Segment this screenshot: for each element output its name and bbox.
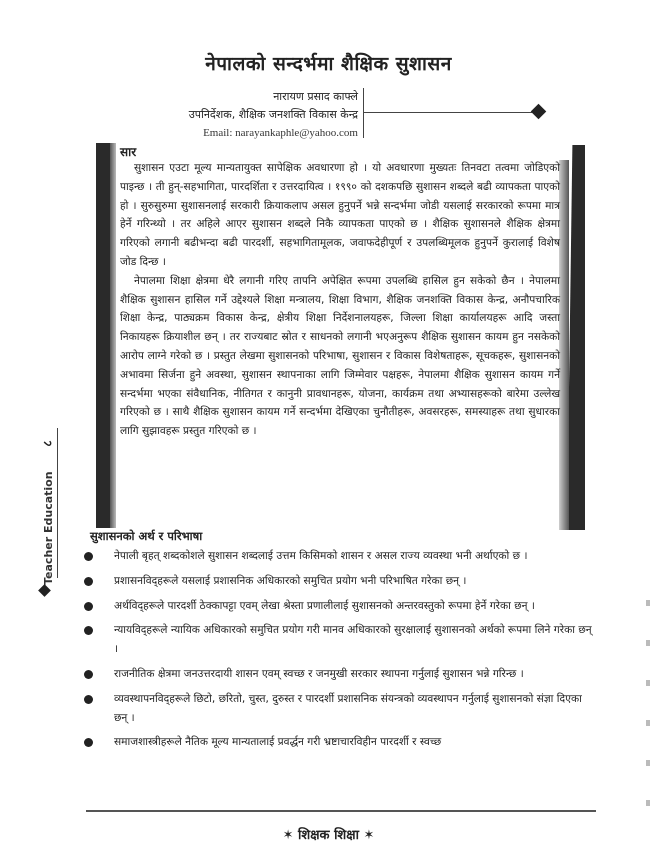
abstract-right-shade xyxy=(559,160,569,530)
list-item-text: नेपाली बृहत् शब्दकोशले सुशासन शब्दलाई उत्तम किसिमको शासन र असल राज्य व्यवस्था भनी अर्थाएको छ । xyxy=(114,550,528,562)
abstract-paragraph: नेपालमा शिक्षा क्षेत्रमा धेरै लगानी गरिए तापनि अपेक्षित रूपमा उपलब्धि हासिल हुन सकेको छैन । नेपालमा शैक्षिक सुशासन हासिल गर्ने उद्देश्यले शिक्षा मन्त्रालय, शिक्षा विभाग, शैक्षिक जनशक्ति विकास केन्द्र, अनौपचारिक शिक्षा केन्द्र, पाठ्यक्रम विकास केन्द्र, क्षेत्रीय शिक्षा निर्देशनालयहरू, जिल्ला शिक्षा कार्यालयहरू आदि जस्ता निकायहरू क्रियाशील छन् । तर राज्यबाट स्रोत र साधनको लगानी भएअनुरूप शैक्षिक सुशासन कायम हुन नसकेको आरोप लाग्ने गरेको छ । प्रस्तुत लेखमा सुशासनको परिभाषा, सुशासन र विकास विशेषताहरू, सूचकहरू, सुशासनको अभावमा सिर्जना हुने अवस्था, सुशासन स्थापनाका लागि जिम्मेवार पक्षहरू, नेपालमा शैक्षिक सुशासन कायम गर्ने सन्दर्भमा भएका संवैधानिक, नीतिगत र कानुनी प्रावधानहरू, योजना, कार्यक्रम तथा अभ्यासहरूको बारेमा उल्लेख गरिएको छ । साथै शैक्षिक सुशासन कायम गर्ने सन्दर्भमा देखिएका चुनौतीहरू, अवसरहरू, समस्याहरू तथा सुधारका लागि सुझावहरू प्रस्तुत गरिएको छ । xyxy=(120,274,561,438)
author-designation: उपनिर्देशक, शैक्षिक जनशक्ति विकास केन्द्र xyxy=(188,108,358,121)
definition-list xyxy=(84,547,594,758)
abstract-left-border xyxy=(96,143,110,528)
abstract-heading: सार xyxy=(120,145,137,159)
abstract-left-shade xyxy=(110,143,116,528)
list-item xyxy=(84,572,594,591)
list-item-text: न्यायविद्हरूले न्यायिक अधिकारको समुचित प्रयोग गरी मानव अधिकारको सुरक्षालाई सुशासनको अर्थको रूपमा लिने गरेका छन् । xyxy=(114,624,592,656)
list-item xyxy=(84,733,594,752)
page-edge-marks xyxy=(646,600,650,820)
bullet-icon xyxy=(84,670,93,679)
author-block xyxy=(170,88,358,142)
list-item xyxy=(84,621,594,659)
sidebar-divider xyxy=(57,428,58,578)
list-item-text: अर्थविद्हरूले पारदर्शी ठेक्कापट्टा एवम् लेखा श्रेस्ता प्रणालीलाई सुशासनको अन्तरवस्तुको रूपमा हेर्ने गरेका छन् । xyxy=(114,599,535,612)
list-item xyxy=(84,665,594,684)
bullet-icon xyxy=(84,695,93,704)
list-item-text: प्रशासनविद्हरूले यसलाई प्रशासनिक अधिकारको समुचित प्रयोग भनी परिभाषित गरेका छन् । xyxy=(114,574,467,587)
list-item-text: समाजशास्त्रीहरूले नैतिक मूल्य मान्यतालाई प्रवर्द्धन गरी भ्रष्टाचारविहीन पारदर्शी र स्वच्छ xyxy=(114,736,442,749)
list-item xyxy=(84,690,594,728)
list-item-text: व्यवस्थापनविद्हरूले छिटो, छरितो, चुस्त, दुरुस्त र पारदर्शी प्रशासनिक संयन्त्रको व्यवस्थापन गर्नुलाई सुशासनको संज्ञा दिएका छन् । xyxy=(114,692,582,724)
bullet-icon xyxy=(84,577,93,586)
footer-divider xyxy=(86,810,596,812)
bullet-icon xyxy=(84,552,93,561)
article-title: नेपालको सन्दर्भमा शैक्षिक सुशासन xyxy=(205,53,452,75)
footer-journal-title: ✶ शिक्षक शिक्षा ✶ xyxy=(282,828,375,843)
journal-name: Teacher Education xyxy=(42,471,55,585)
bullet-icon xyxy=(84,738,93,747)
author-name: नारायण प्रसाद काफ्ले xyxy=(273,90,358,103)
diamond-ornament-icon xyxy=(38,584,51,597)
section-heading: सुशासनको अर्थ र परिभाषा xyxy=(90,529,203,543)
abstract-right-border xyxy=(567,145,585,530)
author-divider-horizontal xyxy=(364,112,532,113)
list-item xyxy=(84,547,594,566)
page-number: ८ xyxy=(40,440,55,447)
author-email: Email: narayankaphle@yahoo.com xyxy=(203,127,358,139)
list-item-text: राजनीतिक क्षेत्रमा जनउत्तरदायी शासन एवम् स्वच्छ र जनमुखी सरकार स्थापना गर्नुलाई सुशासन भन्ने गरिन्छ । xyxy=(114,667,524,680)
author-divider-vertical xyxy=(363,88,364,138)
diamond-ornament-icon xyxy=(531,104,547,120)
abstract-paragraph: सुशासन एउटा मूल्य मान्यतायुक्त सापेक्षिक अवधारणा हो । यो अवधारणा मुख्यतः तिनवटा तत्वमा जोडिएको पाइन्छ । ती हुन्-सहभागिता, पारदर्शिता र उत्तरदायित्व । १९९० को दशकपछि सुशासन शब्दले बढी व्यापकता पाएको हो । सुरुसुरुमा सुशासनलाई सरकारी क्रियाकलाप असल हुनुपर्ने भन्ने सन्दर्भमा जोडी यसलाई सरकारको रूपमा मात्र हेर्ने गरिन्थ्यो । तर अहिले आएर सुशासन शब्दले निकै व्यापकता पाएको छ । शैक्षिक सुशासनले शैक्षिक क्षेत्रमा गरिएको लगानी बढीभन्दा बढी पारदर्शी, सहभागितामूलक, जवाफदेहीपूर्ण र उपलब्धिमूलक हुनुपर्ने कुरालाई विशेष जोड दिन्छ । xyxy=(120,162,560,268)
abstract-body xyxy=(120,159,560,441)
bullet-icon xyxy=(84,626,93,635)
bullet-icon xyxy=(84,602,93,611)
list-item xyxy=(84,597,594,616)
